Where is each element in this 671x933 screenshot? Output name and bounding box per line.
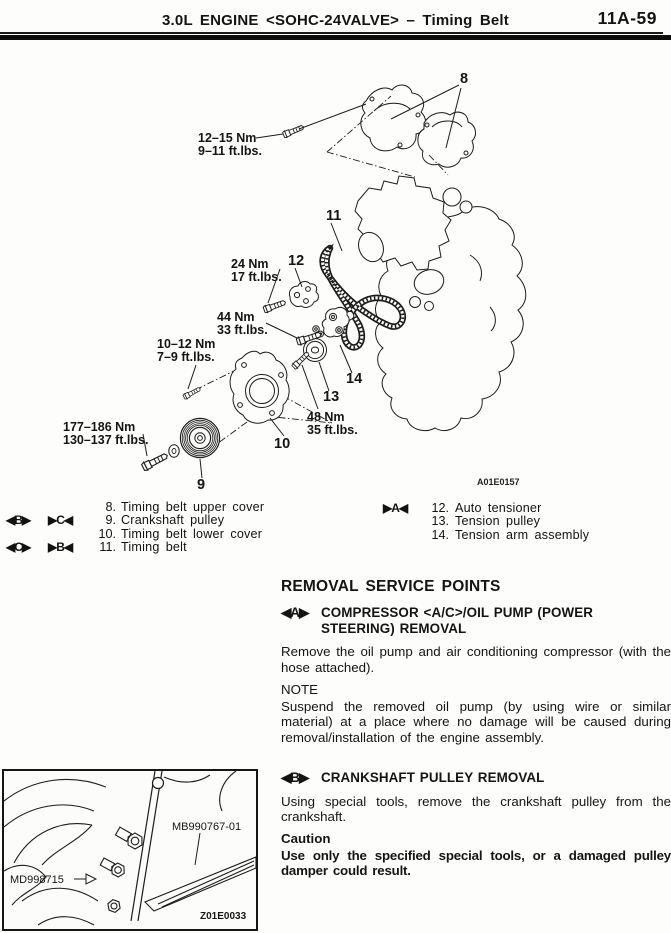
part-label: Timing belt lower cover <box>121 526 263 541</box>
removal-service-points-section <box>281 578 671 885</box>
bar-tool-drawing <box>145 857 256 911</box>
torque-label-crankshaft-nm: 177–186 Nm <box>63 420 136 434</box>
torque-label-tension-pulley-ft: 35 ft.lbs. <box>307 423 358 437</box>
header-rule-thick <box>0 35 671 40</box>
special-tools-drawing <box>4 771 256 929</box>
parts-list-row <box>6 541 351 554</box>
torque-label-lower-cover-nm: 10–12 Nm <box>157 337 216 351</box>
special-tools-figure <box>2 769 258 931</box>
torque-label-arm-ft: 33 ft.lbs. <box>217 323 268 337</box>
torque-label-bracket-nm: 24 Nm <box>231 257 269 271</box>
caution-body: Use only the specified special tools, or a damaged pulley damper could result. <box>281 847 671 879</box>
service-point-marker: ▶B◀ <box>48 539 73 554</box>
part-label: Crankshaft pulley <box>121 513 225 528</box>
crankshaft-pulley-removal-title: CRANKSHAFT PULLEY REMOVAL <box>321 770 545 786</box>
part-number: 14. <box>431 527 449 542</box>
page-number: 11A-59 <box>597 8 657 28</box>
crankshaft-area-linework <box>4 771 236 925</box>
parts-list-left <box>6 501 351 554</box>
callout-14: 14 <box>346 371 363 387</box>
part-label: Tension pulley <box>455 514 541 529</box>
part-number: 10. <box>98 526 116 541</box>
parts-list-row <box>383 529 671 542</box>
tool-holder-label: MD998715 <box>10 874 64 886</box>
figure-code: A01E0157 <box>477 477 520 487</box>
part-number: 8. <box>105 500 116 514</box>
parts-list-row <box>6 528 351 541</box>
compressor-removal-heading <box>281 605 671 637</box>
callout-9: 9 <box>197 477 206 493</box>
compressor-removal-body: Remove the oil pump and air conditioning compressor (with the hose attached). <box>281 644 671 675</box>
service-point-marker: ◀C▶ <box>6 539 31 554</box>
tool-bar-label: MB990767-01 <box>172 821 242 833</box>
crankshaft-pulley-drawing <box>169 418 220 457</box>
note-label: NOTE <box>281 681 318 697</box>
part-number: 12. <box>431 501 449 515</box>
service-point-marker: ◀B▶ <box>6 513 31 528</box>
torque-label-upper-cover-ft: 9–11 ft.lbs. <box>198 144 262 158</box>
bolt-heads-drawing <box>99 825 145 913</box>
part-label: Timing belt upper cover <box>121 500 265 514</box>
parts-list-right <box>383 502 671 542</box>
callout-8: 8 <box>460 71 469 87</box>
removal-service-points-heading: REMOVAL SERVICE POINTS <box>281 578 501 595</box>
torque-label-tension-pulley-nm: 48 Nm <box>307 410 345 424</box>
note-body: Suspend the removed oil pump (by using wire or similar material) at a place where no damage will be caused during removal/installation of the engine assembly. <box>281 698 671 745</box>
torque-label-bracket-ft: 17 ft.lbs. <box>231 270 282 284</box>
torque-label-crankshaft-ft: 130–137 ft.lbs. <box>63 433 149 447</box>
figure-leader-lines <box>74 833 200 884</box>
torque-label-lower-cover-ft: 7–9 ft.lbs. <box>157 350 215 364</box>
timing-belt-exploded-diagram <box>0 55 671 495</box>
part-label: Auto tensioner <box>455 501 542 515</box>
header-rule-thin <box>0 32 663 34</box>
parts-list-row <box>383 515 671 528</box>
caution-label: Caution <box>281 830 331 846</box>
page-header-title: 3.0L ENGINE <SOHC-24VALVE> – Timing Belt <box>162 12 509 29</box>
callout-10: 10 <box>274 436 291 452</box>
torque-label-arm-nm: 44 Nm <box>217 310 255 324</box>
part-label: Timing belt <box>121 539 187 554</box>
compressor-removal-title: COMPRESSOR <A/C>/OIL PUMP (POWER STEERING) REMOVAL <box>321 605 594 637</box>
service-point-a-marker: ◀A▶ <box>281 605 309 620</box>
parts-list-row <box>6 501 351 514</box>
crankshaft-pulley-removal-body: Using special tools, remove the crankshaft pulley from the crankshaft. <box>281 793 671 825</box>
part-number: 13. <box>431 514 449 529</box>
crankshaft-pulley-removal-heading <box>281 770 671 786</box>
service-point-marker: ▶C◀ <box>48 513 73 528</box>
service-point-b-marker: ◀B▶ <box>281 770 309 786</box>
callout-13: 13 <box>323 389 340 405</box>
callout-11: 11 <box>326 208 342 224</box>
tool-figure-code: Z01E0033 <box>200 911 247 922</box>
parts-list-row <box>6 514 351 527</box>
part-number: 11. <box>99 539 116 554</box>
parts-list-row <box>383 502 671 515</box>
torque-label-upper-cover-nm: 12–15 Nm <box>198 131 257 145</box>
timing-belt-lower-cover-drawing <box>230 351 289 423</box>
holder-tool-drawing <box>131 771 164 921</box>
engine-block-drawing <box>354 176 526 431</box>
part-number: 9. <box>105 513 116 528</box>
callout-12: 12 <box>288 253 305 269</box>
part-label: Tension arm assembly <box>455 527 590 542</box>
service-point-marker: ▶A◀ <box>383 501 408 515</box>
